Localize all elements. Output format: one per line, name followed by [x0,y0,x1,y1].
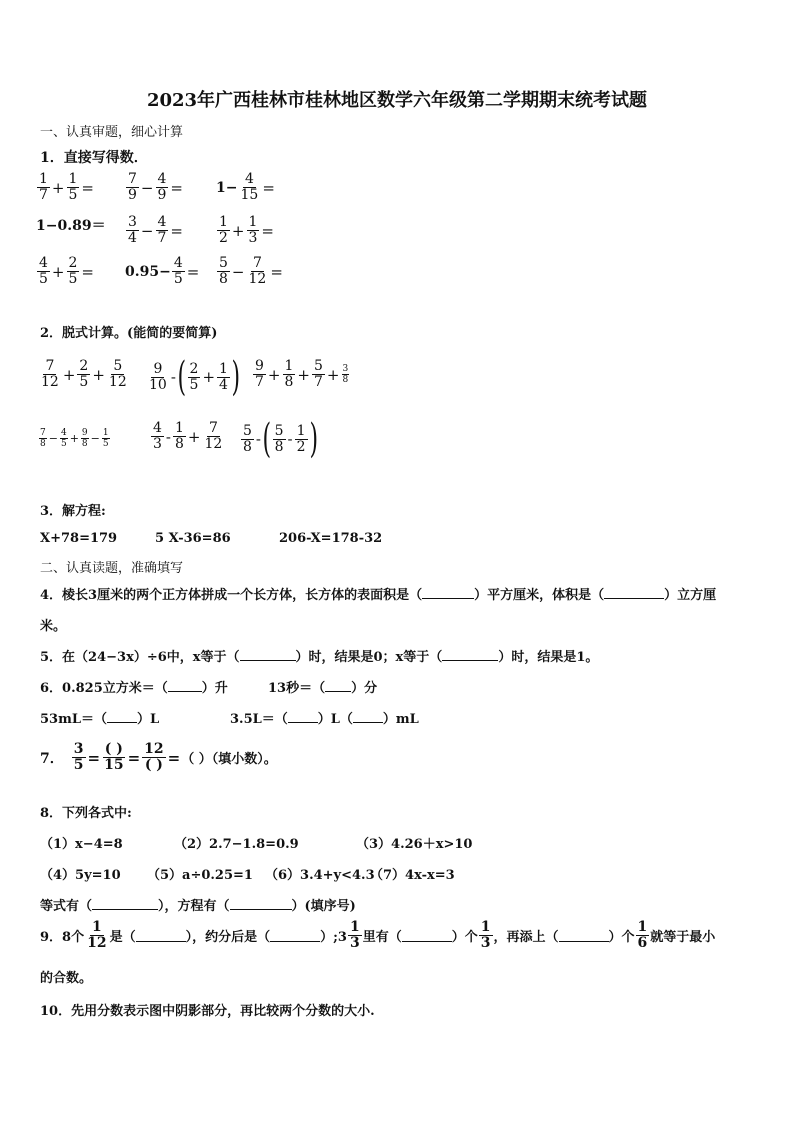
fraction: $\frac{1}{8}$ [284,358,294,390]
fraction: $\frac{4}{3}$ [153,420,162,452]
answer-blank[interactable] [604,597,664,599]
equation-3: 206-X=178-32 [279,531,383,546]
q8-item-1: （1）x−4=8 [40,837,123,852]
question-4-line-2: 米。 [40,619,67,634]
answer-blank[interactable] [288,721,318,723]
fraction: $\frac{1}{12}$ [87,919,107,951]
q1-problem: $\frac{3}{4}$ − $\frac{4}{7}$ = [128,214,183,246]
answer-blank[interactable] [168,690,202,692]
fraction: $\frac{1}{7}$ [39,171,48,203]
fraction: $\frac{2}{5}$ [68,255,78,287]
question-6-time: 13秒＝（ ）分 [268,681,378,696]
fraction: $\frac{7}{12}$ [41,358,59,390]
equation-2: 5 X-36=86 [155,531,231,546]
q1-problem: $\frac{5}{8}$ − $\frac{7}{12}$ = [219,255,283,287]
question-5: 5．在（24−3x）÷6中，x等于（ ）时，结果是0；x等于（ ）时，结果是1。 [40,650,599,665]
fraction: $\frac{7}{8}$ [40,428,46,449]
fraction: $\frac{3}{8}$ [342,364,349,385]
expression-2-4: $\frac{7}{8}$ − $\frac{4}{5}$ + $\frac{9}{8}$ − $\frac{1}{5}$ [40,428,109,449]
answer-blank[interactable] [107,721,137,723]
question-6-line-1: 6．0.825立方米＝（ ）升 [40,681,228,696]
answer-blank[interactable] [559,940,609,942]
question-3-label: 3．解方程: [40,504,106,519]
fraction: $\frac{9}{8}$ [81,428,88,449]
answer-blank[interactable] [270,940,320,942]
fraction: $\frac{4}{9}$ [157,171,167,203]
answer-blank[interactable] [230,908,292,910]
q1-problem: $\frac{1}{2}$ + $\frac{1}{3}$ = [219,214,274,246]
equation-1: X+78=179 [40,531,118,546]
fraction: $\frac{7}{12}$ [204,420,223,452]
question-8-fill: 等式有（ ），方程有（ ）(填序号) [40,899,356,914]
answer-blank[interactable] [402,940,452,942]
fraction: $\frac{1}{3}$ [480,919,491,951]
section-heading-2: 二、认真读题，准确填写 [40,561,184,576]
left-paren-icon: ( [262,416,272,462]
q8-item-2: （2）2.7−1.8=0.9 [174,837,299,852]
expression-2-2: $\frac{9}{10}$ - ( $\frac{2}{5}$ + $\frac{1}{4}$ ) [149,354,241,400]
q8-item-5: （5）a÷0.25=1 [147,868,253,883]
q1-problem: $\frac{7}{9}$ − $\frac{4}{9}$ = [128,171,183,203]
fraction: $\frac{1}{2}$ [219,214,228,246]
fraction: $\frac{4}{7}$ [157,214,167,246]
question-2-label: 2．脱式计算。(能简的要简算) [40,326,218,341]
q1-problem: 1−0.89＝ [36,218,106,234]
question-1-label: 1．直接写得数． [40,150,148,166]
question-7: 7． $\frac{3}{5}$ = $\frac{( )}{15}$ = $\frac{12}{( )}$ = （ ）（填小数）。 [40,741,277,773]
question-9: 9．8个 $\frac{1}{12}$ 是（ ），约分后是（ ）;3 $\frac{1}{3}$ 里有（ ）个 $\frac{1}{3}$ ，再添上（ ）个 $\frac{1}{6}$ 就等于最小 [40,919,716,951]
page-title: 2023年广西桂林市桂林地区数学六年级第二学期期末统考试题 [146,90,648,111]
fraction: $\frac{1}{4}$ [219,360,228,393]
question-6-volume-2: 3.5L＝（ ）L（ ）mL [230,712,419,727]
q1-problem: $\frac{1}{7}$ + $\frac{1}{5}$ = [39,171,94,203]
question-6-volume-1: 53mL＝（ ）L [40,712,160,727]
answer-blank[interactable] [240,659,296,661]
question-10-label: 10．先用分数表示图中阴影部分，再比较两个分数的大小. [40,1004,375,1019]
fraction-blank[interactable]: $\frac{( )}{15}$ [104,741,124,773]
answer-blank[interactable] [136,940,186,942]
fraction: $\frac{7}{12}$ [248,255,267,287]
q1-problem: $\frac{4}{5}$ + $\frac{2}{5}$ = [39,255,94,287]
fraction: $\frac{1}{8}$ [175,420,184,452]
fraction: $\frac{9}{10}$ [149,360,167,393]
fraction: $\frac{2}{5}$ [189,360,199,393]
fraction: $\frac{4}{5}$ [173,255,183,287]
fraction: $\frac{4}{15}$ [240,171,259,203]
fraction: $\frac{1}{3}$ [248,214,258,246]
answer-blank[interactable] [325,690,351,692]
section-heading-1: 一、认真审题，细心计算 [40,125,184,140]
fraction: $\frac{9}{7}$ [255,358,264,390]
expression-2-3: $\frac{9}{7}$ + $\frac{1}{8}$ + $\frac{5}{7}$ + $\frac{3}{8}$ [255,358,349,390]
fraction: $\frac{4}{5}$ [60,428,67,449]
q8-item-6: （6）3.4+y<4.3 [265,868,375,883]
right-paren-icon: ) [231,354,241,400]
fraction: $\frac{5}{7}$ [314,358,323,390]
answer-blank[interactable] [442,659,498,661]
q8-item-4: （4）5y=10 [40,868,121,883]
fraction: $\frac{1}{5}$ [68,171,78,203]
fraction: $\frac{5}{8}$ [219,255,228,287]
expression-2-6: $\frac{5}{8}$ - ( $\frac{5}{8}$ - $\frac{1}{2}$ ) [243,416,318,462]
fraction: $\frac{1}{6}$ [637,919,648,951]
fraction: $\frac{7}{9}$ [128,171,137,203]
q1-problem: 0.95− $\frac{4}{5}$ = [125,255,200,287]
question-9-line-2: 的合数。 [40,971,93,986]
right-paren-icon: ) [309,416,318,462]
fraction: $\frac{5}{8}$ [243,422,252,455]
fraction: $\frac{1}{2}$ [296,422,306,455]
fraction: $\frac{3}{5}$ [73,741,84,773]
fraction: $\frac{2}{5}$ [79,358,89,390]
expression-2-5: $\frac{4}{3}$ - $\frac{1}{8}$ + $\frac{7}{12}$ [153,420,223,452]
q8-item-3: （3）4.26＋x>10 [356,837,473,852]
question-8-label: 8．下列各式中: [40,806,132,821]
answer-blank[interactable] [353,721,383,723]
fraction-blank[interactable]: $\frac{12}{( )}$ [144,741,164,773]
fraction: $\frac{5}{8}$ [274,422,284,455]
fraction: $\frac{1}{5}$ [102,428,109,449]
question-4: 4．棱长3厘米的两个正方体拼成一个长方体，长方体的表面积是（ ）平方厘米，体积是（ ）立方厘 [40,588,717,603]
answer-blank[interactable] [422,597,474,599]
fraction: $\frac{4}{5}$ [39,255,48,287]
fraction: $\frac{3}{4}$ [128,214,137,246]
fraction: $\frac{5}{12}$ [108,358,127,390]
left-paren-icon: ( [177,354,187,400]
q1-problem: 1− $\frac{4}{15}$ = [216,171,275,203]
answer-blank[interactable] [92,908,158,910]
expression-2-1: $\frac{7}{12}$ + $\frac{2}{5}$ + $\frac{5}{12}$ [41,358,127,390]
fraction: $\frac{1}{3}$ [349,919,360,951]
q8-item-7: （7）4x-x=3 [370,868,455,883]
